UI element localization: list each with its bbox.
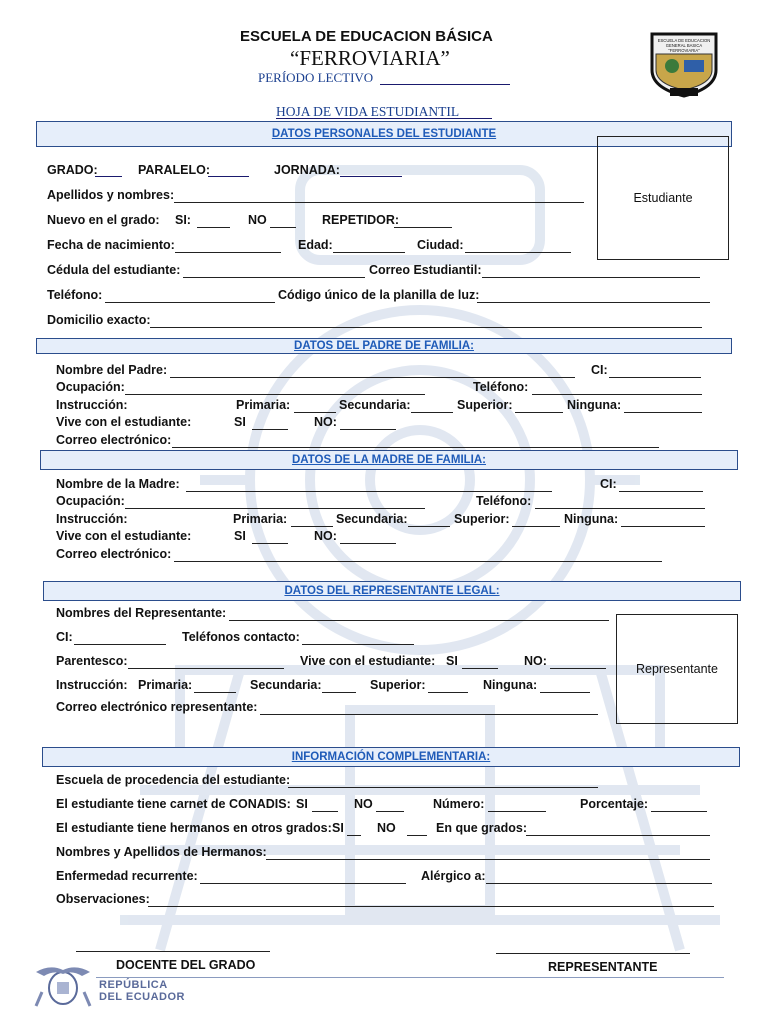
school-name: “FERROVIARIA” bbox=[290, 46, 450, 70]
svg-text:"FERROVIARIA": "FERROVIARIA" bbox=[668, 48, 700, 53]
padre-primaria-field[interactable] bbox=[294, 412, 336, 413]
nombres-hermanos-field[interactable] bbox=[266, 859, 710, 860]
madre-correo-label: Correo electrónico: bbox=[56, 547, 172, 561]
rep-telefonos-label: Teléfonos contacto: bbox=[182, 630, 300, 644]
republica-line-1: REPÚBLICA bbox=[99, 979, 168, 991]
padre-telefono-field[interactable] bbox=[532, 394, 702, 395]
periodo-label: PERÍODO LECTIVO bbox=[258, 70, 374, 85]
hermanos-label: El estudiante tiene hermanos en otros grados: bbox=[56, 821, 332, 835]
padre-secundaria-field[interactable] bbox=[411, 412, 453, 413]
padre-correo-label: Correo electrónico: bbox=[56, 433, 172, 447]
madre-superior-field[interactable] bbox=[512, 526, 560, 527]
enfermedad-field[interactable] bbox=[200, 883, 406, 884]
rep-primaria-label: Primaria: bbox=[138, 678, 193, 692]
madre-correo-field[interactable] bbox=[174, 561, 662, 562]
hermanos-no-label: NO bbox=[377, 821, 396, 835]
section-representante: DATOS DEL REPRESENTANTE LEGAL: bbox=[43, 581, 741, 601]
nuevo-label: Nuevo en el grado: bbox=[47, 213, 160, 227]
alergico-label: Alérgico a: bbox=[421, 869, 486, 883]
edad-field[interactable] bbox=[333, 252, 405, 253]
rep-vive-si-label: SI bbox=[446, 654, 458, 668]
paralelo-label: PARALELO: bbox=[138, 163, 210, 177]
madre-secundaria-label: Secundaria: bbox=[336, 512, 408, 526]
rep-instruccion-label: Instrucción: bbox=[56, 678, 128, 692]
conadis-label: El estudiante tiene carnet de CONADIS: bbox=[56, 797, 291, 811]
padre-superior-field[interactable] bbox=[515, 412, 563, 413]
conadis-si-field[interactable] bbox=[312, 811, 338, 812]
rep-vive-label: Vive con el estudiante: bbox=[300, 654, 436, 668]
numero-label: Número: bbox=[433, 797, 485, 811]
edad-label: Edad: bbox=[298, 238, 333, 252]
madre-instruccion-label: Instrucción: bbox=[56, 512, 128, 526]
padre-vive-si-label: SI bbox=[234, 415, 246, 429]
codigo-label: Código único de la planilla de luz: bbox=[278, 288, 480, 302]
repetidor-label: REPETIDOR: bbox=[322, 213, 400, 227]
rep-vive-si-field[interactable] bbox=[462, 668, 498, 669]
representante-signature-line[interactable] bbox=[496, 953, 690, 954]
rep-correo-field[interactable] bbox=[260, 714, 598, 715]
representante-photo-label: Representante bbox=[635, 662, 718, 676]
madre-ci-label: CI: bbox=[600, 477, 617, 491]
student-photo-box bbox=[597, 136, 729, 260]
section-personales: DATOS PERSONALES DEL ESTUDIANTE bbox=[36, 121, 732, 147]
school-logo-icon bbox=[648, 26, 720, 98]
observaciones-label: Observaciones: bbox=[56, 892, 150, 906]
madre-telefono-field[interactable] bbox=[535, 508, 705, 509]
paralelo-field[interactable] bbox=[208, 176, 249, 177]
madre-vive-si-label: SI bbox=[234, 529, 246, 543]
rep-secundaria-label: Secundaria: bbox=[250, 678, 322, 692]
porcentaje-label: Porcentaje: bbox=[580, 797, 649, 811]
padre-ocupacion-field[interactable] bbox=[125, 394, 425, 395]
rep-telefonos-field[interactable] bbox=[302, 644, 414, 645]
correo-field[interactable] bbox=[482, 277, 700, 278]
en-que-label: En que grados: bbox=[436, 821, 527, 835]
en-que-field[interactable] bbox=[526, 835, 710, 836]
madre-vive-label: Vive con el estudiante: bbox=[56, 529, 192, 543]
madre-vive-si-field[interactable] bbox=[252, 543, 288, 544]
padre-vive-no-field[interactable] bbox=[340, 429, 396, 430]
madre-nombre-field[interactable] bbox=[186, 491, 552, 492]
cedula-field[interactable] bbox=[183, 277, 365, 278]
nuevo-si-field[interactable] bbox=[197, 227, 230, 228]
svg-text:ESCUELA DE EDUCACION: ESCUELA DE EDUCACION bbox=[657, 38, 711, 43]
apellidos-label: Apellidos y nombres: bbox=[47, 188, 175, 202]
hoja-title: HOJA DE VIDA ESTUDIANTIL bbox=[276, 104, 460, 119]
domicilio-label: Domicilio exacto: bbox=[47, 313, 151, 327]
svg-text:GENERAL BASICA: GENERAL BASICA bbox=[665, 43, 703, 48]
hermanos-si-label: SI bbox=[332, 821, 344, 835]
padre-telefono-label: Teléfono: bbox=[473, 380, 529, 394]
madre-superior-label: Superior: bbox=[454, 512, 510, 526]
numero-field[interactable] bbox=[488, 811, 546, 812]
madre-nombre-label: Nombre de la Madre: bbox=[56, 477, 180, 491]
padre-ninguna-field[interactable] bbox=[624, 412, 702, 413]
conadis-si-label: SI bbox=[296, 797, 308, 811]
rep-ci-label: CI: bbox=[56, 630, 73, 644]
representante-signature-label: REPRESENTANTE bbox=[548, 960, 658, 974]
padre-vive-si-field[interactable] bbox=[252, 429, 288, 430]
rep-correo-label: Correo electrónico representante: bbox=[56, 700, 258, 714]
nombres-hermanos-label: Nombres y Apellidos de Hermanos: bbox=[56, 845, 267, 859]
padre-correo-field[interactable] bbox=[172, 447, 659, 448]
fecha-field[interactable] bbox=[175, 252, 281, 253]
rep-ci-field[interactable] bbox=[74, 644, 166, 645]
hermanos-no-field[interactable] bbox=[407, 835, 427, 836]
padre-ocupacion-label: Ocupación: bbox=[56, 380, 125, 394]
jornada-field[interactable] bbox=[340, 176, 402, 177]
rep-superior-field[interactable] bbox=[428, 692, 468, 693]
padre-vive-no-label: NO: bbox=[314, 415, 337, 429]
grado-field[interactable] bbox=[95, 176, 122, 177]
escuela-field[interactable] bbox=[288, 787, 598, 788]
padre-instruccion-label: Instrucción: bbox=[56, 398, 128, 412]
padre-primaria-label: Primaria: bbox=[236, 398, 291, 412]
padre-ci-field[interactable] bbox=[609, 377, 701, 378]
hoja-underline bbox=[276, 118, 492, 119]
ciudad-field[interactable] bbox=[465, 252, 571, 253]
rep-parentesco-field[interactable] bbox=[128, 668, 284, 669]
conadis-no-field[interactable] bbox=[376, 811, 404, 812]
rep-nombres-label: Nombres del Representante: bbox=[56, 606, 227, 620]
grado-label: GRADO: bbox=[47, 163, 98, 177]
conadis-no-label: NO bbox=[354, 797, 373, 811]
telefono-label: Teléfono: bbox=[47, 288, 103, 302]
rep-nombres-field[interactable] bbox=[229, 620, 609, 621]
madre-ci-field[interactable] bbox=[619, 491, 703, 492]
section-padre: DATOS DEL PADRE DE FAMILIA: bbox=[36, 338, 732, 354]
school-title: ESCUELA DE EDUCACION BÁSICA bbox=[240, 28, 493, 45]
madre-primaria-label: Primaria: bbox=[233, 512, 288, 526]
rep-secundaria-field[interactable] bbox=[322, 692, 356, 693]
alergico-field[interactable] bbox=[486, 883, 712, 884]
rep-ninguna-field[interactable] bbox=[540, 692, 590, 693]
footer-rule bbox=[96, 977, 724, 978]
correo-label: Correo Estudiantil: bbox=[369, 263, 482, 277]
cedula-label: Cédula del estudiante: bbox=[47, 263, 181, 277]
docente-signature-line[interactable] bbox=[76, 951, 270, 952]
madre-ninguna-field[interactable] bbox=[621, 526, 705, 527]
rep-vive-no-field[interactable] bbox=[550, 668, 606, 669]
nuevo-no-field[interactable] bbox=[270, 227, 296, 228]
padre-nombre-label: Nombre del Padre: bbox=[56, 363, 168, 377]
ciudad-label: Ciudad: bbox=[417, 238, 464, 252]
padre-secundaria-label: Secundaria: bbox=[339, 398, 411, 412]
student-photo-label: Estudiante bbox=[633, 191, 693, 205]
rep-superior-label: Superior: bbox=[370, 678, 426, 692]
rep-vive-no-label: NO: bbox=[524, 654, 547, 668]
padre-vive-label: Vive con el estudiante: bbox=[56, 415, 192, 429]
jornada-label: JORNADA: bbox=[274, 163, 340, 177]
madre-secundaria-field[interactable] bbox=[408, 526, 450, 527]
padre-nombre-field[interactable] bbox=[170, 377, 575, 378]
section-complementaria: INFORMACIÓN COMPLEMENTARIA: bbox=[42, 747, 740, 767]
padre-ci-label: CI: bbox=[591, 363, 608, 377]
telefono-field[interactable] bbox=[105, 302, 275, 303]
madre-ocupacion-label: Ocupación: bbox=[56, 494, 125, 508]
madre-primaria-field[interactable] bbox=[291, 526, 333, 527]
escuela-label: Escuela de procedencia del estudiante: bbox=[56, 773, 291, 787]
madre-vive-no-field[interactable] bbox=[340, 543, 396, 544]
codigo-field[interactable] bbox=[477, 302, 710, 303]
madre-telefono-label: Teléfono: bbox=[476, 494, 532, 508]
nuevo-si-label: SI: bbox=[175, 213, 191, 227]
hermanos-si-field[interactable] bbox=[347, 835, 361, 836]
periodo-line bbox=[380, 84, 510, 85]
section-madre: DATOS DE LA MADRE DE FAMILIA: bbox=[40, 450, 738, 470]
madre-ocupacion-field[interactable] bbox=[125, 508, 425, 509]
representante-photo-box bbox=[616, 614, 738, 724]
domicilio-field[interactable] bbox=[150, 327, 702, 328]
observaciones-field[interactable] bbox=[148, 906, 714, 907]
nuevo-no-label: NO bbox=[248, 213, 267, 227]
madre-vive-no-label: NO: bbox=[314, 529, 337, 543]
porcentaje-field[interactable] bbox=[651, 811, 707, 812]
madre-ninguna-label: Ninguna: bbox=[564, 512, 619, 526]
padre-superior-label: Superior: bbox=[457, 398, 513, 412]
ecuador-coat-of-arms-icon bbox=[32, 962, 94, 1008]
repetidor-field[interactable] bbox=[394, 227, 452, 228]
rep-primaria-field[interactable] bbox=[194, 692, 236, 693]
rep-ninguna-label: Ninguna: bbox=[483, 678, 538, 692]
enfermedad-label: Enfermedad recurrente: bbox=[56, 869, 198, 883]
fecha-label: Fecha de nacimiento: bbox=[47, 238, 175, 252]
republica-line-2: DEL ECUADOR bbox=[99, 991, 185, 1003]
rep-parentesco-label: Parentesco: bbox=[56, 654, 128, 668]
apellidos-field[interactable] bbox=[174, 202, 584, 203]
padre-ninguna-label: Ninguna: bbox=[567, 398, 622, 412]
docente-label: DOCENTE DEL GRADO bbox=[116, 958, 256, 972]
